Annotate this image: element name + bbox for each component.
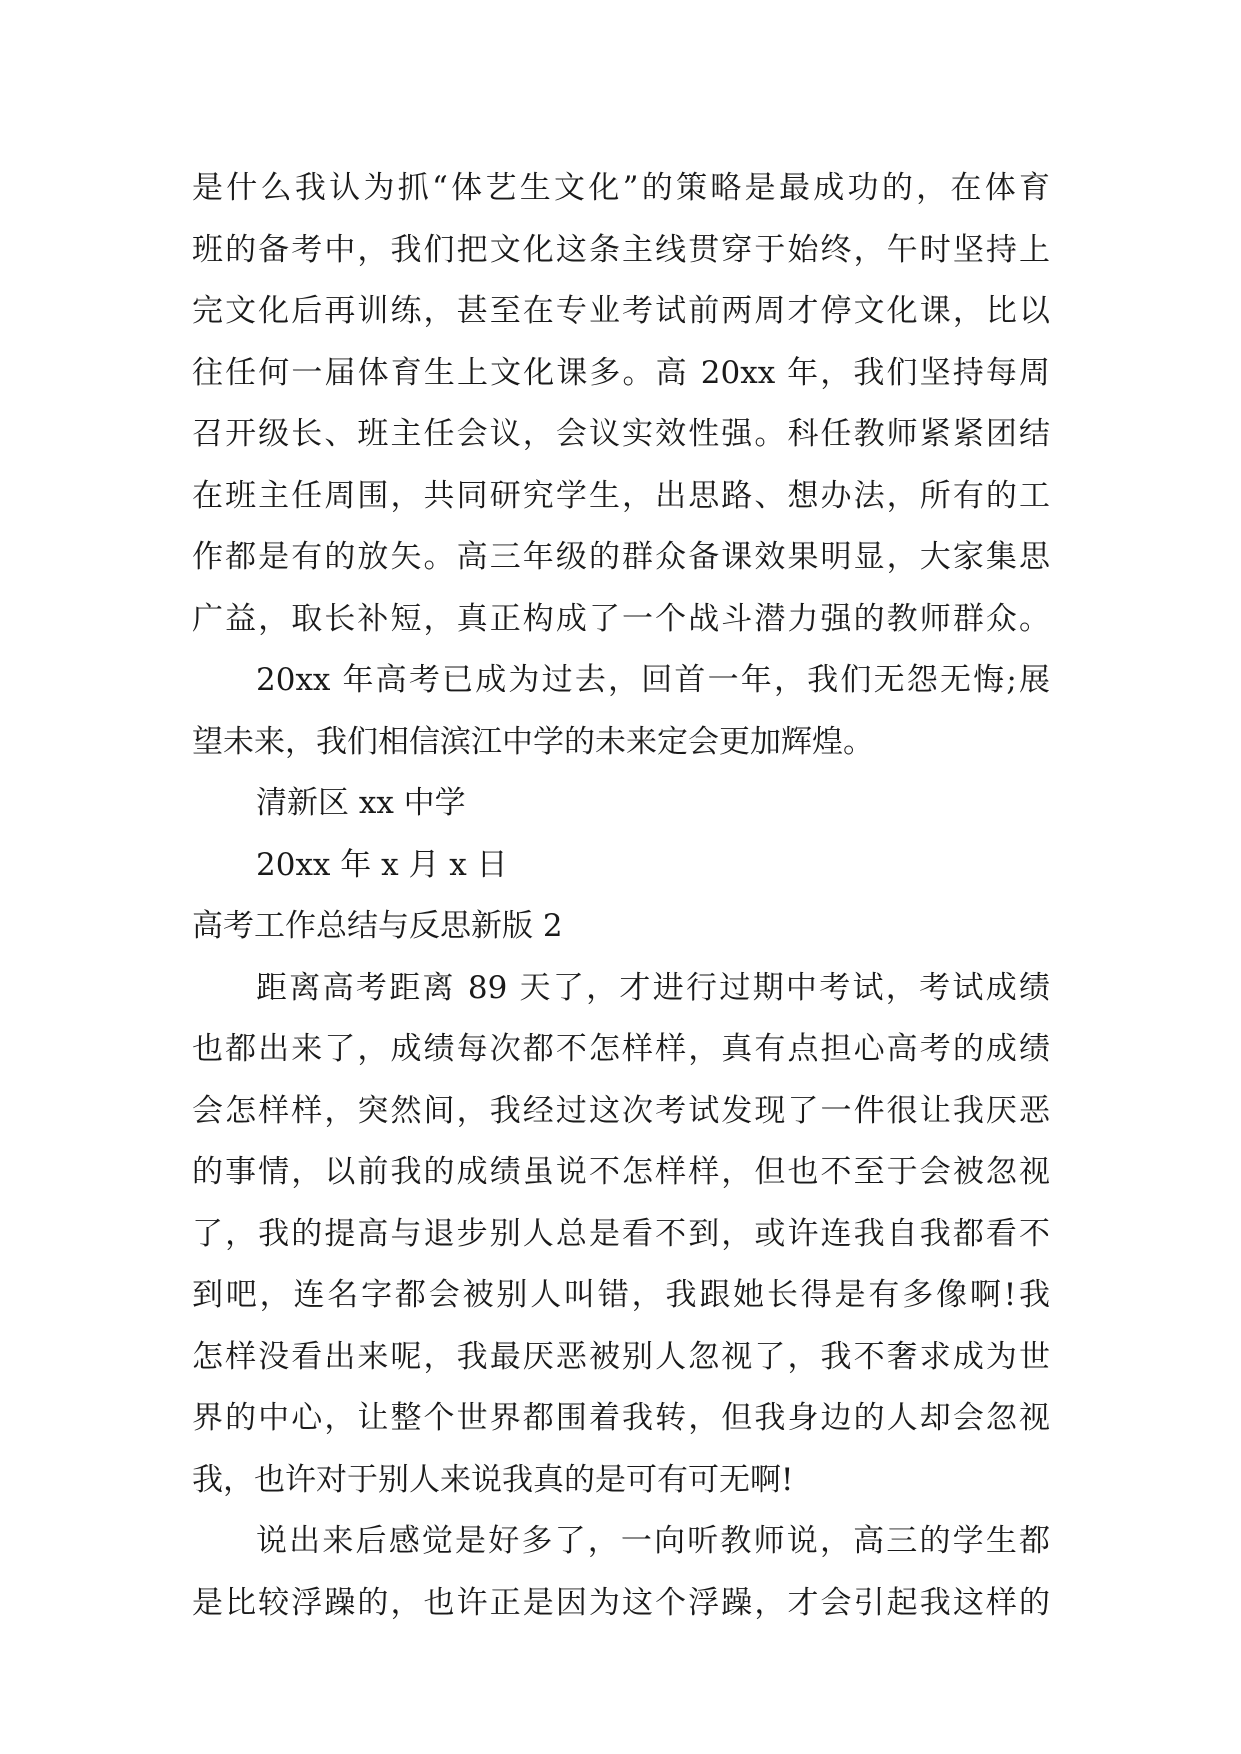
text-line: 班的备考中，我们把文化这条主线贯穿于始终，午时坚持上 [192,231,1050,268]
text-line: 我，也许对于别人来说我真的是可有可无啊! [192,1461,794,1498]
text-line: 望未来，我们相信滨江中学的未来定会更加辉煌。 [192,723,874,760]
text-line: 作都是有的放矢。高三年级的群众备课效果明显，大家集思 [192,539,1050,575]
text-line: 会怎样样，突然间，我经过这次考试发现了一件很让我厌恶 [192,1092,1050,1129]
text-line: 完文化后再训练，甚至在专业考试前两周才停文化课，比以 [192,293,1050,329]
signature-school: 清新区 xx 中学 [256,785,466,821]
text-line: 在班主任周围，共同研究学生，出思路、想办法，所有的工 [192,477,1050,514]
text-line: 是比较浮躁的，也许正是因为这个浮躁，才会引起我这样的 [192,1584,1050,1621]
text-line: 也都出来了，成绩每次都不怎样样，真有点担心高考的成绩 [192,1031,1050,1067]
text-line: 了，我的提高与退步别人总是看不到，或许连我自我都看不 [192,1215,1050,1252]
section-heading: 高考工作总结与反思新版 2 [192,908,563,944]
text-line: 怎样没看出来呢，我最厌恶被别人忽视了，我不奢求成为世 [192,1338,1050,1375]
text-line: 是什么我认为抓“体艺生文化”的策略是最成功的，在体育 [192,170,1050,206]
signature-date: 20xx 年 x 月 x 日 [256,846,508,883]
text-line: 到吧，连名字都会被别人叫错，我跟她长得是有多像啊!我 [192,1277,1050,1313]
text-line: 召开级长、班主任会议，会议实效性强。科任教师紧紧团结 [192,416,1050,452]
paragraph-start-line: 说出来后感觉是好多了，一向听教师说，高三的学生都 [256,1523,1050,1559]
document-body [192,158,1050,1634]
paragraph-start-line: 距离高考距离 89 天了，才进行过期中考试，考试成绩 [256,969,1050,1006]
text-line: 广益，取长补短，真正构成了一个战斗潜力强的教师群众。 [192,600,1050,637]
paragraph-start-line: 20xx 年高考已成为过去，回首一年，我们无怨无悔;展 [256,662,1050,698]
text-line: 往任何一届体育生上文化课多。高 20xx 年，我们坚持每周 [192,354,1050,391]
text-line: 界的中心，让整个世界都围着我转，但我身边的人却会忽视 [192,1400,1050,1436]
text-line: 的事情，以前我的成绩虽说不怎样样，但也不至于会被忽视 [192,1154,1050,1190]
